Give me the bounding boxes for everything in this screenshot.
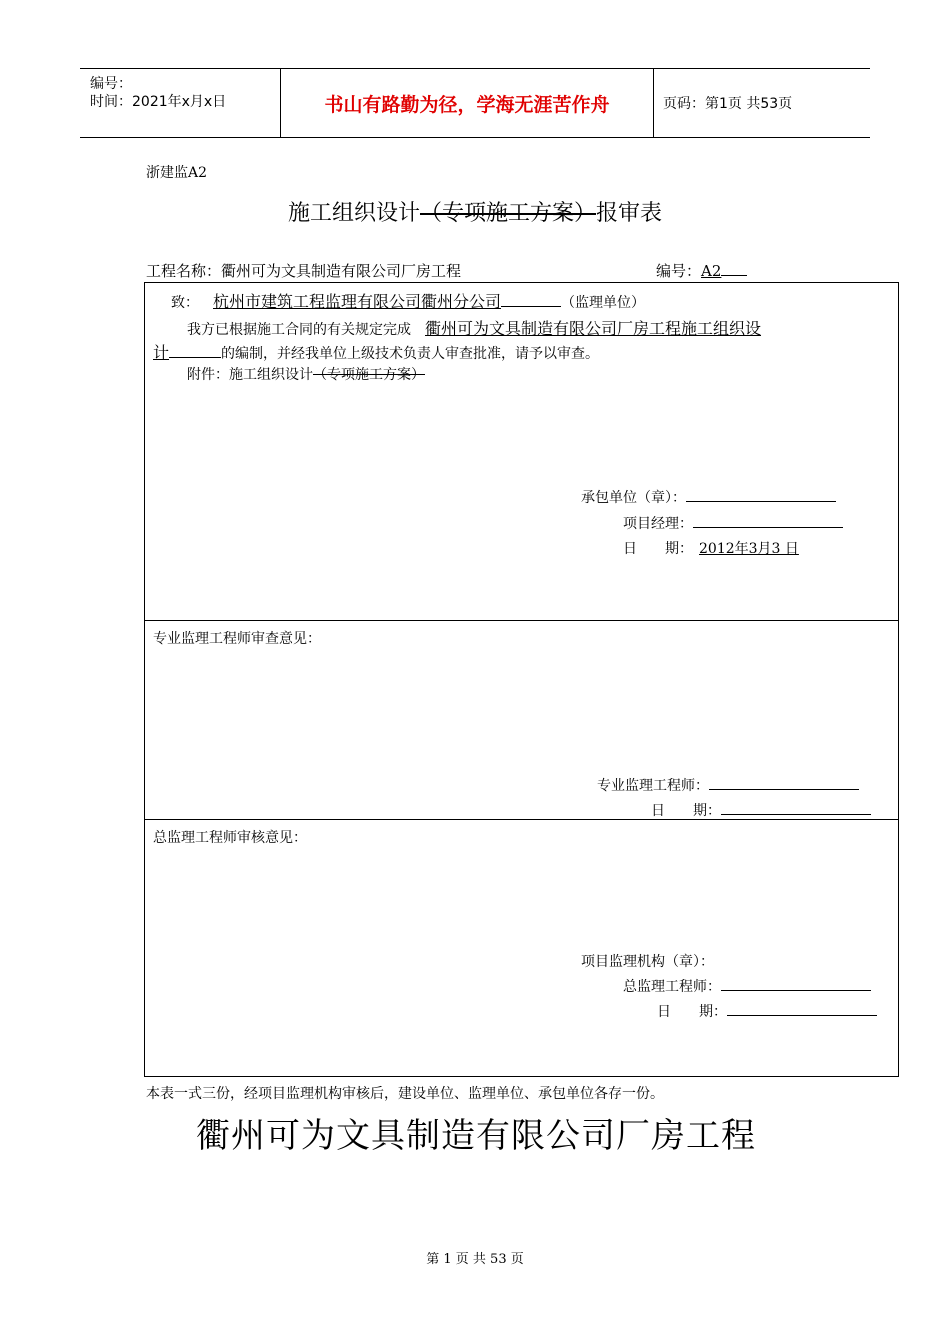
body-suffix: 的编制，并经我单位上级技术负责人审查批准，请予以审查。 xyxy=(221,346,600,362)
specialist-label: 专业监理工程师： xyxy=(597,778,709,794)
date-label-2: 日 期： xyxy=(651,803,721,819)
org-label: 项目监理机构（章）： xyxy=(581,954,714,970)
section-chief-review xyxy=(145,819,898,1076)
project-name: 衢州可为文具制造有限公司厂房工程 xyxy=(221,262,462,280)
chief-label: 总监理工程师： xyxy=(623,979,721,995)
section-contractor xyxy=(145,283,898,621)
specialist-heading: 专业监理工程师审查意见： xyxy=(153,631,321,647)
to-suffix: （监理单位） xyxy=(561,295,646,311)
to-line xyxy=(171,289,645,312)
number-line xyxy=(656,260,747,281)
body-fill-2: 计 xyxy=(153,343,170,362)
date-label-1: 日 期： xyxy=(623,541,693,557)
org-line xyxy=(581,951,714,971)
chief-line xyxy=(623,976,871,996)
header-number-label: 编号： xyxy=(90,76,132,92)
body-fill-1: 衢州可为文具制造有限公司厂房工程施工组织设 xyxy=(425,319,762,338)
date-field-2[interactable] xyxy=(721,800,871,815)
specialist-line xyxy=(597,775,859,795)
body-line-2 xyxy=(153,340,599,363)
header-meta-cell xyxy=(80,69,281,137)
section-specialist-review xyxy=(145,620,898,820)
title-prefix: 施工组织设计 xyxy=(287,201,420,226)
number-label: 编号： xyxy=(656,262,702,280)
header-time-label: 时间：2021年x月x日 xyxy=(90,94,227,110)
copies-note: 本表一式三份，经项目监理机构审核后，建设单位、监理单位、承包单位各存一份。 xyxy=(146,1086,664,1102)
header-page-info: 页码：第1页 共53页 xyxy=(663,96,793,112)
attachment-prefix: 附件：施工组织设计 xyxy=(187,367,313,383)
header-slogan: 书山有路勤为径，学海无涯苦作舟 xyxy=(281,69,654,137)
body-prefix: 我方已根据施工合同的有关规定完成 xyxy=(187,322,411,338)
title-suffix: 报审表 xyxy=(596,201,663,226)
body-blank xyxy=(169,343,221,358)
title-strike: （专项施工方案） xyxy=(419,201,596,226)
date-field-3[interactable] xyxy=(727,1001,877,1016)
number-value: A2 xyxy=(701,262,722,280)
attachment-strike: （专项施工方案） xyxy=(313,367,425,383)
project-label: 工程名称： xyxy=(146,262,222,280)
to-label: 致： xyxy=(171,295,199,311)
project-line xyxy=(146,260,461,281)
page-header xyxy=(80,68,870,138)
body-line-1 xyxy=(187,316,761,339)
date-line-1 xyxy=(623,538,805,558)
specialist-field[interactable] xyxy=(709,775,859,790)
date-line-2 xyxy=(651,800,871,820)
big-project-name: 衢州可为文具制造有限公司厂房工程 xyxy=(196,1116,756,1156)
contractor-field[interactable] xyxy=(686,487,836,502)
chief-field[interactable] xyxy=(721,976,871,991)
form-box xyxy=(144,282,899,1077)
page-title xyxy=(0,196,950,227)
page-footer: 第 1 页 共 53 页 xyxy=(426,1252,524,1267)
pm-line xyxy=(623,513,843,533)
to-value: 杭州市建筑工程监理有限公司衢州分公司 xyxy=(213,292,502,311)
date-line-3 xyxy=(657,1001,877,1021)
doc-code: 浙建监A2 xyxy=(146,165,208,181)
attachment-line xyxy=(187,364,425,384)
date-label-3: 日 期： xyxy=(657,1004,727,1020)
pm-label: 项目经理： xyxy=(623,516,693,532)
chief-heading: 总监理工程师审核意见： xyxy=(153,830,307,846)
contractor-label: 承包单位（章）： xyxy=(581,490,686,506)
date-value-1: 2012年3月3 日 xyxy=(699,541,799,557)
contractor-line xyxy=(581,487,836,507)
to-blank xyxy=(501,292,561,307)
pm-field[interactable] xyxy=(693,513,843,528)
number-blank xyxy=(721,261,747,276)
